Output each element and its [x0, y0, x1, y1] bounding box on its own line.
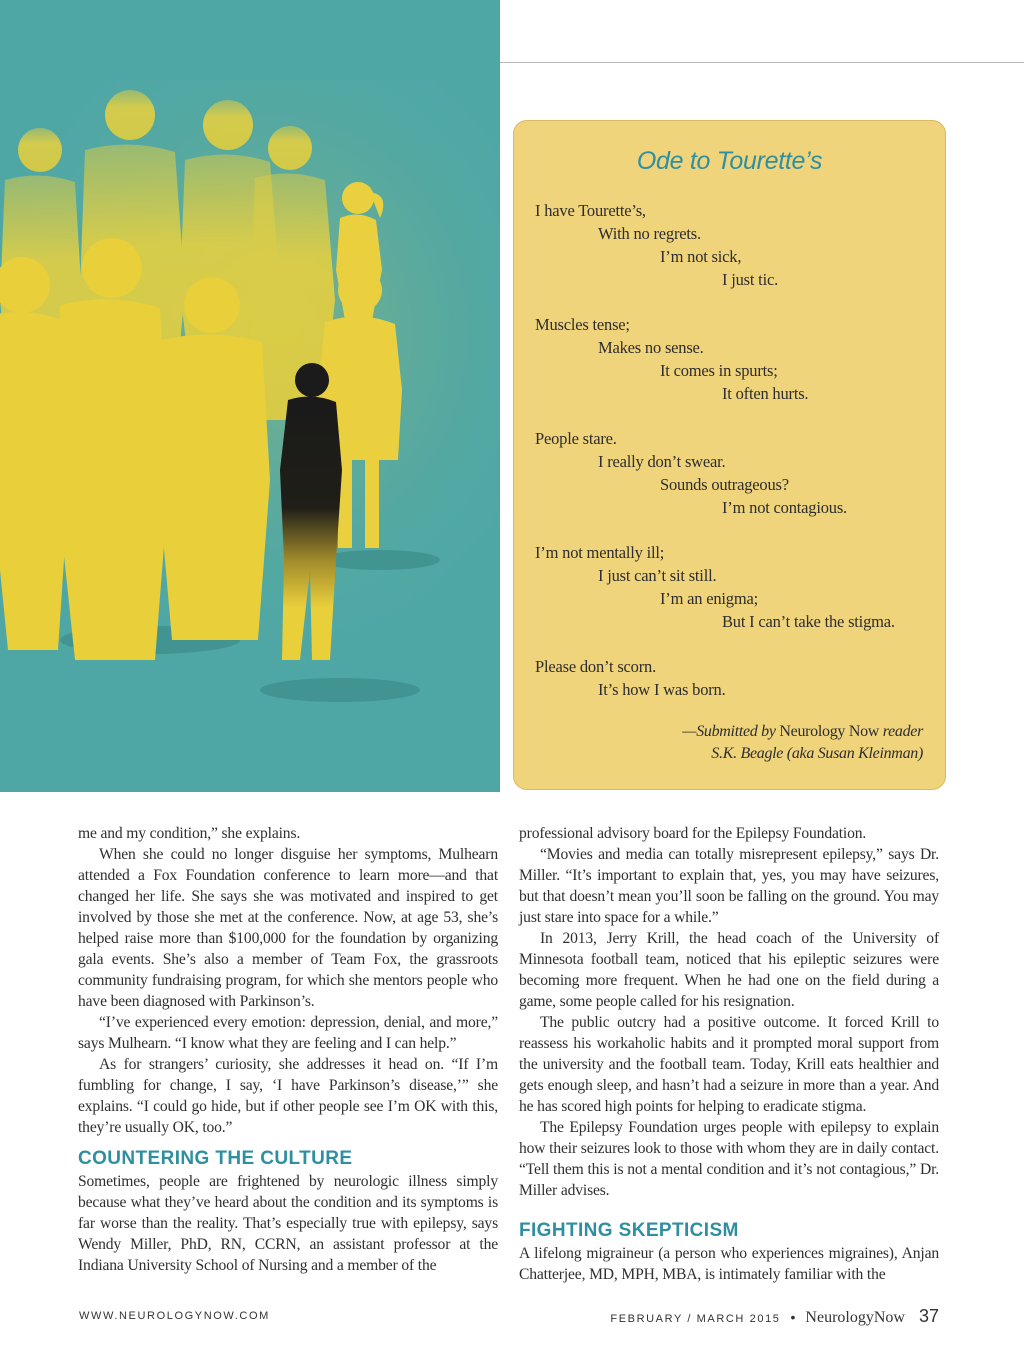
- poem-line: Sounds outrageous?: [660, 475, 789, 494]
- section-heading: COUNTERING THE CULTURE: [78, 1148, 353, 1169]
- poem-line: Muscles tense;: [535, 315, 630, 334]
- footer-magazine-name: NeurologyNow: [805, 1309, 905, 1326]
- article-paragraph: When she could no longer disguise her symptoms, Mulhearn attended a Fox Foundation conference to learn more—and that changed her life. She says she was motivated and inspired to get involved by those she met at the conference. Now, at age 53, she’s helped raise more than $100,000 for the foundation by organizing gala events. She’s also a member of Team Fox, the grassroots community fundraising program, for which she mentors people who have been diagnosed with Parkinson’s.: [78, 846, 498, 1010]
- poem-line: I really don’t swear.: [598, 452, 726, 471]
- poem-line: I just can’t sit still.: [598, 566, 717, 585]
- poem-line: It comes in spurts;: [660, 361, 778, 380]
- article-paragraph: In 2013, Jerry Krill, the head coach of the University of Minnesota football team, noticed that his epileptic seizures were becoming more frequent. When he had one on the field during a game, some people called for his resignation.: [519, 930, 939, 1010]
- crowd-illustration: [0, 0, 500, 792]
- poem-line: I’m not sick,: [660, 247, 742, 266]
- poem-credit-line-2: S.K. Beagle (aka Susan Kleinman): [711, 745, 923, 762]
- poem-line: With no regrets.: [598, 224, 701, 243]
- credit-prefix: —Submitted by: [682, 723, 780, 740]
- article-paragraph: “I’ve experienced every emotion: depression, denial, and more,” says Mulhearn. “I know what they are feeling and I can help.”: [78, 1014, 498, 1052]
- poem-line: I just tic.: [722, 270, 779, 289]
- article-paragraph: The Epilepsy Foundation urges people with epilepsy to explain how their seizures look to those with whom they are in daily contact. “Tell them this is not a mental condition and it’s not contagious,” Dr. Miller advises.: [519, 1119, 939, 1199]
- poem-line: I’m not contagious.: [722, 498, 847, 517]
- page-number: 37: [918, 1306, 939, 1326]
- credit-suffix: reader: [879, 723, 923, 740]
- poem-line: But I can’t take the stigma.: [722, 612, 895, 631]
- poem-line: People stare.: [535, 429, 617, 448]
- article-paragraph: As for strangers’ curiosity, she addresses it head on. “If I’m fumbling for change, I say, ‘I have Parkinson’s disease,’” she explains. “I could go hide, but if other people see I’m OK with this, they’re usually OK, too.”: [78, 1056, 498, 1136]
- credit-publication: Neurology Now: [779, 723, 880, 740]
- article-paragraph: A lifelong migraineur (a person who experiences migraines), Anjan Chatterjee, MD, MPH, MBA, is intimately familiar with the: [519, 1245, 939, 1283]
- poem-title: Ode to Tourette’s: [636, 147, 823, 175]
- footer-date: FEBRUARY / MARCH 2015: [610, 1313, 781, 1325]
- poem-line: It often hurts.: [722, 384, 809, 403]
- poem-line: Makes no sense.: [598, 338, 704, 357]
- section-heading: FIGHTING SKEPTICISM: [519, 1220, 739, 1241]
- footer-url: WWW.NEUROLOGYNOW.COM: [79, 1310, 270, 1322]
- article-paragraph: The public outcry had a positive outcome. It forced Krill to reassess his workaholic habits and it prompted moral support from the university and the football team. Today, Krill eats healthier and gets enough sleep, and hasn’t had a seizure in more than a year. And he has scored high points for helping to eradicate stigma.: [519, 1014, 939, 1115]
- poem-line: It’s how I was born.: [598, 680, 726, 699]
- poem-line: I’m an enigma;: [660, 589, 758, 608]
- footer-bullet: •: [790, 1309, 796, 1325]
- article-column-right: [519, 823, 939, 1285]
- footer-folio: [610, 1306, 939, 1327]
- poem-line: I’m not mentally ill;: [535, 543, 665, 562]
- article-paragraph: me and my condition,” she explains.: [78, 825, 301, 842]
- top-rule: [500, 62, 1024, 63]
- poem-box: [513, 120, 946, 790]
- article-paragraph: professional advisory board for the Epilepsy Foundation.: [519, 825, 867, 842]
- poem-line: I have Tourette’s,: [535, 201, 646, 220]
- poem-line: Please don’t scorn.: [535, 657, 656, 676]
- article-paragraph: Sometimes, people are frightened by neurologic illness simply because what they’ve heard about the condition and its symptoms is far worse than the reality. That’s especially true with epilepsy, says Wendy Miller, PhD, RN, CCRN, an assistant professor at the Indiana University School of Nursing and a member of the: [78, 1173, 498, 1274]
- poem-credit: [682, 721, 923, 765]
- poem-credit-line-1: [682, 721, 923, 743]
- article-column-left: [78, 823, 498, 1276]
- article-paragraph: “Movies and media can totally misrepresent epilepsy,” says Dr. Miller. “It’s important to explain that, yes, you may have seizures, but that doesn’t mean you’ll soon be falling on the ground. You may just stare into space for a while.”: [519, 846, 939, 926]
